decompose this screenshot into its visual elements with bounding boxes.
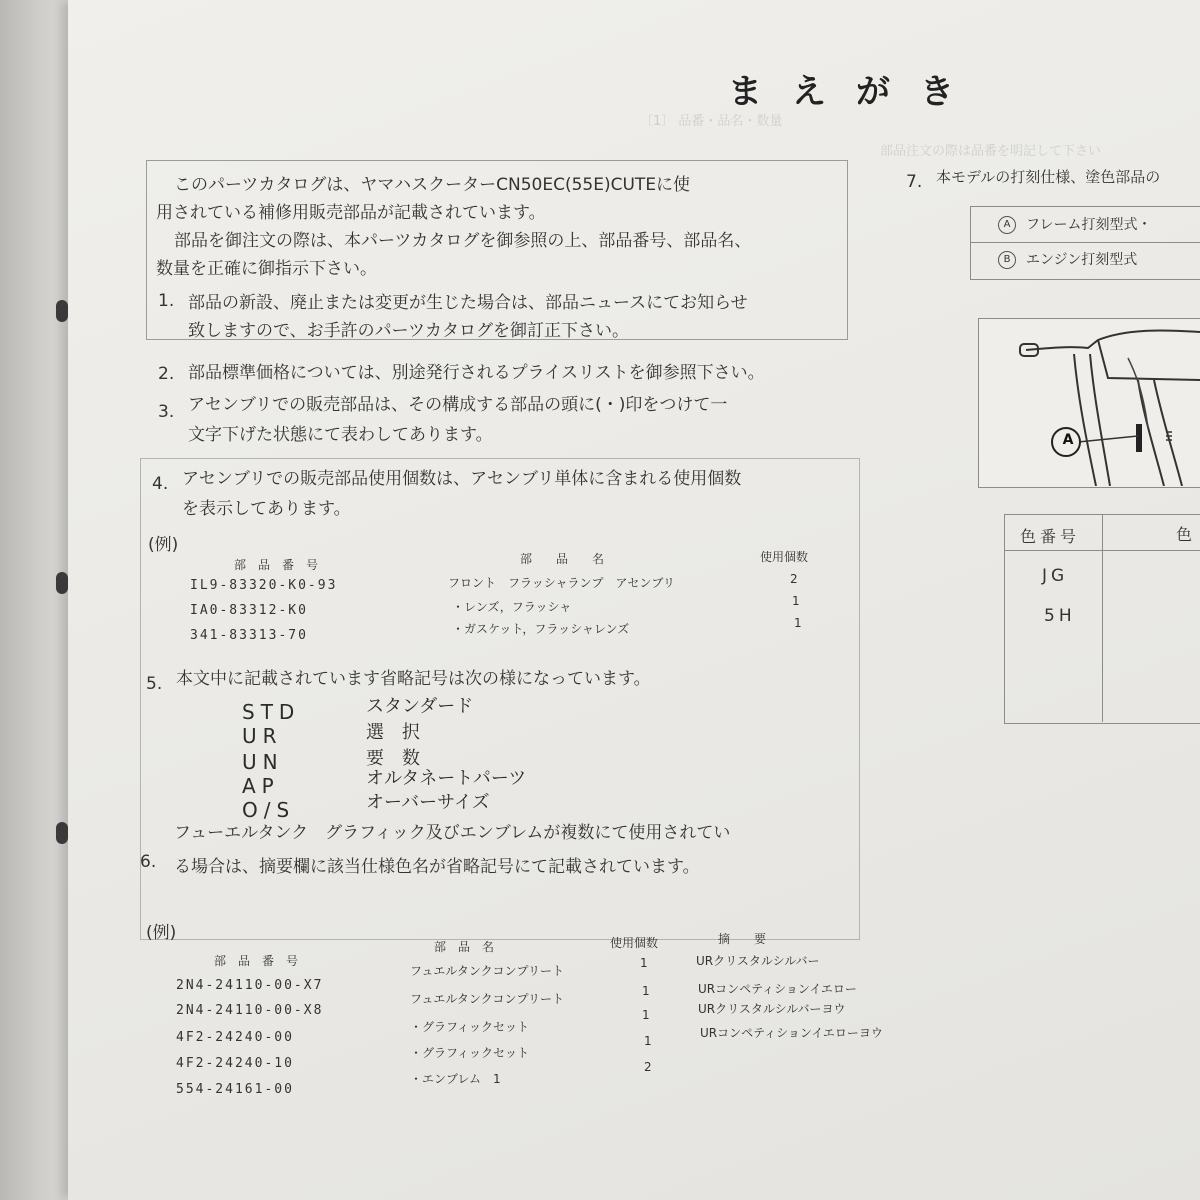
- abbreviation-code: UN: [242, 750, 284, 774]
- item-text: 致しますので、お手許のパーツカタログを御訂正下さい。: [188, 321, 629, 341]
- item-number: 1.: [158, 291, 175, 311]
- item-text: 部品の新設、廃止または変更が生じた場合は、部品ニュースにてお知らせ: [188, 293, 748, 313]
- header-remarks: 摘 要: [718, 932, 767, 946]
- header-quantity: 使用個数: [610, 936, 659, 950]
- quantity: 2: [790, 572, 798, 586]
- intro-line: 用されている補修用販売部品が記載されています。: [156, 203, 546, 223]
- abbreviation-code: AP: [242, 774, 280, 798]
- abbreviation-code: UR: [242, 724, 283, 748]
- part-name: ・グラフィックセット: [410, 1020, 530, 1034]
- circled-letter-a-icon: A: [998, 216, 1016, 234]
- scooter-handlebar-illustration: [978, 318, 1200, 486]
- circled-letter-b-icon: B: [998, 251, 1016, 269]
- quantity: 1: [794, 616, 802, 630]
- item-text: 本文中に記載されています省略記号は次の様になっています。: [176, 669, 651, 689]
- item-text: アセンブリでの販売部品使用個数は、アセンブリ単体に含まれる使用個数: [182, 469, 742, 489]
- part-number: 554-24161-00: [176, 1082, 294, 1097]
- header-quantity: 使用個数: [760, 550, 809, 564]
- part-name: ・グラフィックセット: [410, 1046, 530, 1060]
- abbreviation-meaning: オルタネートパーツ: [366, 768, 527, 789]
- stamp-label: フレーム打刻型式・: [1026, 217, 1152, 233]
- stamp-row: [998, 214, 1151, 234]
- callout-letter: A: [1062, 432, 1074, 448]
- quantity: 1: [642, 1008, 650, 1022]
- intro-line: このパーツカタログは、ヤマハスクーターCN50EC(55E)CUTEに使: [174, 175, 691, 195]
- header-part-name: 部 品 名: [434, 940, 495, 954]
- abbreviation-meaning: 選 択: [366, 722, 420, 743]
- part-number: 2N4-24110-00-X7: [176, 978, 324, 993]
- part-number: 4F2-24240-10: [176, 1056, 294, 1071]
- table-divider: [1102, 514, 1103, 722]
- quantity: 1: [644, 1034, 652, 1048]
- item-number: 5.: [146, 674, 163, 694]
- table-divider: [970, 242, 1200, 243]
- intro-line: 数量を正確に御指示下さい。: [156, 259, 377, 279]
- abbreviation-code: STD: [242, 700, 301, 724]
- intro-line: 部品を御注文の際は、本パーツカタログを御参照の上、部品番号、部品名、: [174, 231, 752, 251]
- part-name: ・ガスケット，フラッシャレンズ: [452, 622, 630, 636]
- item-number: 4.: [152, 474, 169, 494]
- binding-hole: [56, 822, 68, 844]
- quantity: 1: [642, 984, 650, 998]
- part-name: ・エンブレム 1: [410, 1072, 501, 1086]
- example-label: (例): [148, 535, 179, 555]
- part-name: フロント フラッシャランプ アセンブリ: [448, 576, 675, 590]
- header-part-number: 部 品 番 号: [214, 954, 299, 968]
- item-number: 6.: [140, 852, 157, 872]
- item-text: 本モデルの打刻仕様、塗色部品の: [936, 168, 1161, 186]
- remarks: URコンペティションイエロー: [698, 982, 857, 996]
- color-table-header: 色番号: [1020, 527, 1081, 546]
- stamp-row: [998, 249, 1137, 269]
- abbreviation-meaning: 要 数: [366, 748, 420, 769]
- part-number: 341-83313-70: [190, 628, 308, 643]
- item-text: る場合は、摘要欄に該当仕様色名が省略記号にて記載されています。: [174, 857, 700, 877]
- item-text: 文字下げた状態にて表わしてあります。: [188, 425, 493, 445]
- header-part-name: 部 品 名: [520, 552, 605, 566]
- remarks: URクリスタルシルバーヨウ: [698, 1002, 846, 1016]
- remarks: URクリスタルシルバー: [696, 954, 820, 968]
- part-number: 4F2-24240-00: [176, 1030, 294, 1045]
- part-name: フュエルタンクコンプリート: [410, 992, 564, 1006]
- item-text: を表示してあります。: [182, 499, 351, 519]
- part-number: IL9-83320-K0-93: [190, 578, 338, 593]
- part-number: IA0-83312-K0: [190, 603, 308, 618]
- color-code: 5H: [1044, 606, 1076, 626]
- binding-hole: [56, 300, 68, 322]
- item-text: アセンブリでの販売部品は、その構成する部品の頭に(・)印をつけて一: [188, 395, 728, 415]
- example-label: (例): [146, 923, 177, 943]
- item-number: 7.: [906, 172, 923, 192]
- item-number: 3.: [158, 402, 175, 422]
- header-part-number: 部 品 番 号: [234, 558, 319, 572]
- color-table-header: 色: [1176, 525, 1193, 544]
- item-number: 2.: [158, 364, 175, 384]
- page-title: まえがき: [728, 72, 984, 112]
- quantity: 1: [792, 594, 800, 608]
- abbreviation-meaning: スタンダード: [366, 696, 474, 717]
- binding-hole: [56, 572, 68, 594]
- abbreviation-code: O/S: [242, 798, 296, 822]
- stamp-label: エンジン打刻型式: [1026, 252, 1138, 268]
- part-name: ・レンズ，フラッシャ: [452, 600, 572, 614]
- part-number: 2N4-24110-00-X8: [176, 1003, 324, 1018]
- abbreviation-meaning: オーバーサイズ: [366, 792, 490, 813]
- color-code: JG: [1042, 566, 1069, 586]
- quantity: 2: [644, 1060, 652, 1074]
- remarks: URコンペティションイエローヨウ: [700, 1026, 883, 1040]
- bleed-through-text: 〔1〕 品番・品名・数量: [640, 114, 783, 129]
- quantity: 1: [640, 956, 648, 970]
- item-text: 部品標準価格については、別途発行されるプライスリストを御参照下さい。: [188, 363, 765, 383]
- bleed-through-text: 部品注文の際は品番を明記して下さい: [880, 144, 1102, 159]
- item-text: フューエルタンク グラフィック及びエンブレムが複数にて使用されてい: [174, 823, 731, 843]
- part-name: フュエルタンクコンプリート: [410, 964, 564, 978]
